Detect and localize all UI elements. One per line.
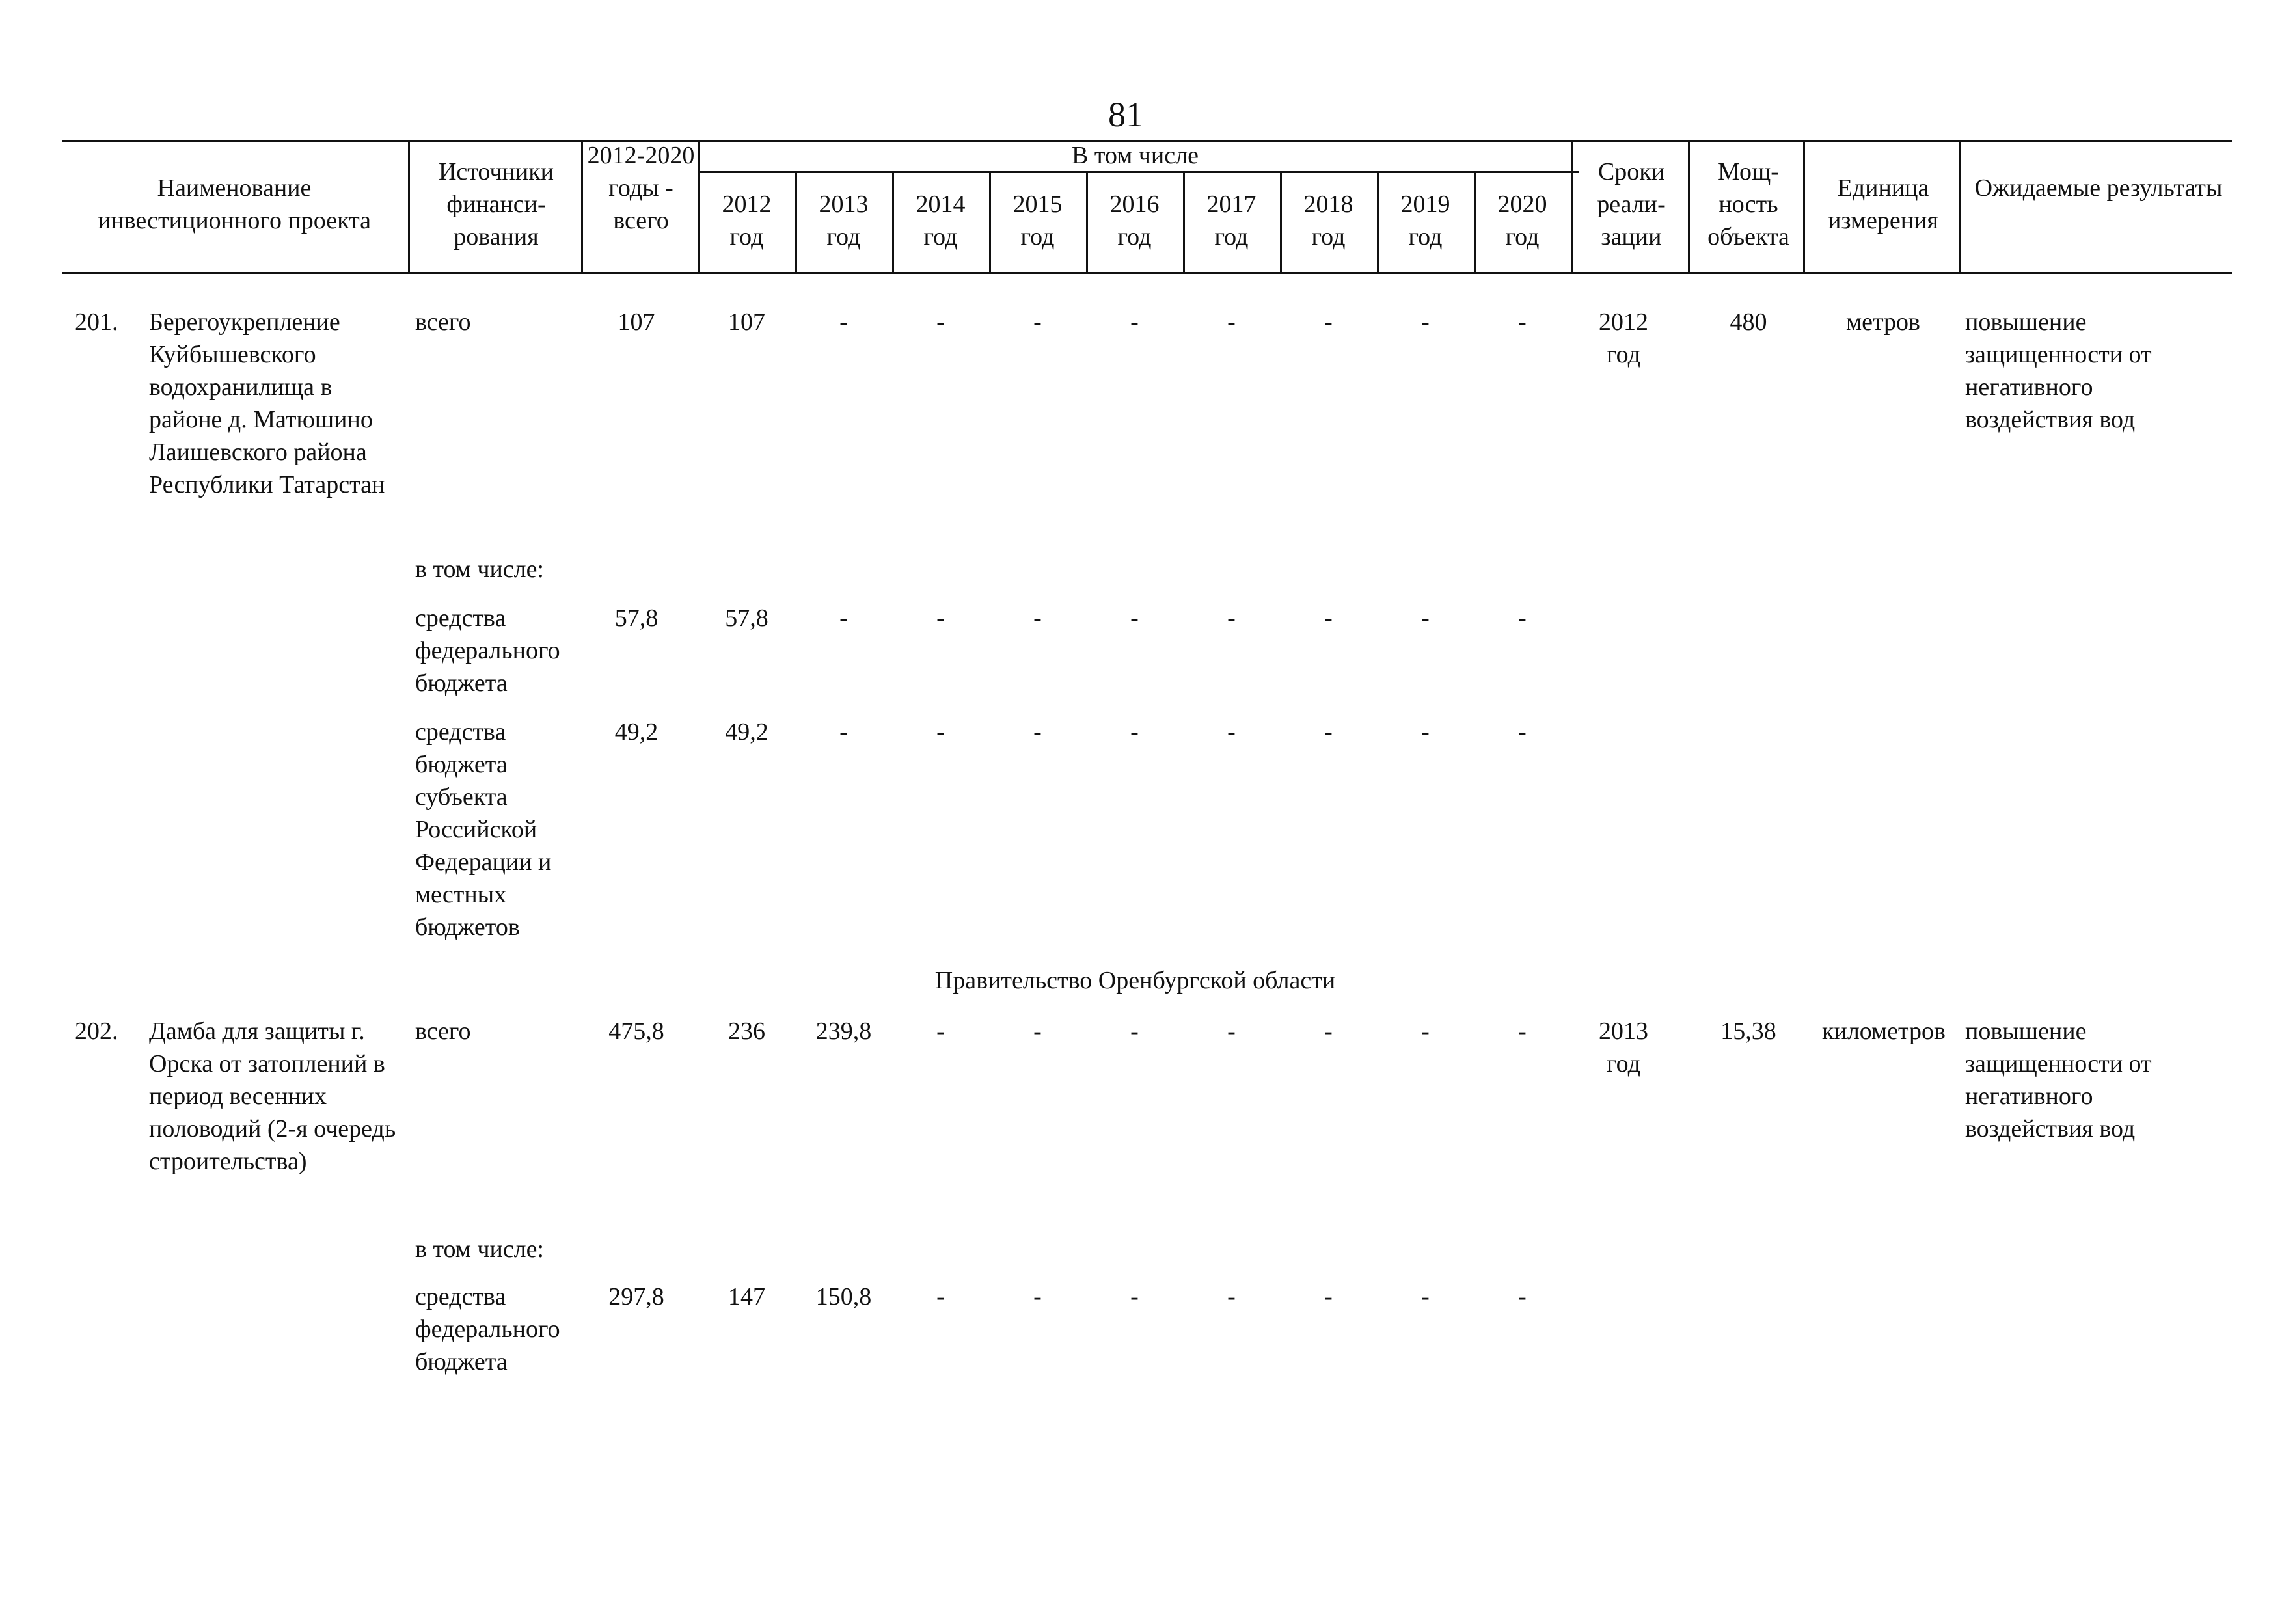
project-number: 201. — [75, 308, 118, 336]
year-value: - — [1518, 718, 1527, 746]
year-value: - — [1033, 1018, 1042, 1045]
year-value: - — [1518, 308, 1527, 336]
header-year: 2014 год — [916, 191, 966, 250]
year-value: - — [1033, 718, 1042, 746]
header-unit: Единица измерения — [1828, 174, 1938, 234]
page-number: 81 — [1108, 95, 1143, 134]
year-value: - — [1421, 308, 1430, 336]
financing-source: всего — [415, 1018, 471, 1045]
including-label: в том числе: — [415, 1236, 545, 1263]
year-value: - — [1227, 1283, 1236, 1310]
year-value: - — [936, 718, 945, 746]
header-divider — [1959, 140, 1961, 274]
header-divider — [989, 171, 991, 274]
year-value: 147 — [728, 1283, 765, 1310]
header-year: 2017 год — [1206, 191, 1256, 250]
financing-source: всего — [415, 308, 471, 336]
year-value: - — [1033, 604, 1042, 632]
header-divider — [1086, 171, 1088, 274]
year-value: - — [1421, 1018, 1430, 1045]
header-name: Наименование инвестиционного проекта — [97, 174, 372, 234]
year-value: - — [839, 308, 848, 336]
year-value: 236 — [728, 1018, 765, 1045]
unit-value: километров — [1822, 1018, 1946, 1045]
header-divider — [1377, 171, 1379, 274]
header-divider — [1688, 140, 1690, 274]
year-value: - — [1324, 604, 1333, 632]
header-including: В том числе — [1072, 142, 1199, 169]
year-value: - — [1421, 604, 1430, 632]
header-divider — [892, 171, 894, 274]
header-divider — [1474, 171, 1476, 274]
year-value: - — [1130, 604, 1139, 632]
project-name: Берегоукрепление Куйбышевского водохранилища в районе д. Матюшино Лаишевского района Республики Татарстан — [149, 308, 385, 498]
year-value: - — [1324, 308, 1333, 336]
year-value: - — [1421, 718, 1430, 746]
year-value: - — [1227, 308, 1236, 336]
financing-source: средства федерального бюджета — [415, 1283, 560, 1375]
year-value: - — [1518, 604, 1527, 632]
header-sources: Источники финанси-рования — [438, 158, 554, 250]
year-value: 57,8 — [725, 604, 768, 632]
header-divider — [795, 171, 797, 274]
year-value: - — [839, 604, 848, 632]
header-year: 2012 год — [722, 191, 772, 250]
header-divider — [1183, 171, 1185, 274]
header-year: 2016 год — [1109, 191, 1160, 250]
implementation-term: 2013 год — [1599, 1018, 1648, 1077]
year-value: - — [1324, 718, 1333, 746]
year-value: - — [1033, 1283, 1042, 1310]
year-value: - — [839, 718, 848, 746]
including-label: в том числе: — [415, 556, 545, 583]
financing-source: средства федерального бюджета — [415, 604, 560, 697]
year-value: - — [936, 604, 945, 632]
header-divider — [1803, 140, 1805, 274]
year-value: - — [1130, 1283, 1139, 1310]
year-value: - — [1227, 604, 1236, 632]
expected-result: повышение защищенности от негативного воздействия вод — [1965, 308, 2152, 433]
unit-value: метров — [1846, 308, 1920, 336]
year-value: - — [1518, 1018, 1527, 1045]
year-value: - — [1033, 308, 1042, 336]
year-value: 150,8 — [815, 1283, 872, 1310]
capacity-value: 15,38 — [1720, 1018, 1776, 1045]
year-value: - — [1227, 718, 1236, 746]
header-bottom-rule — [62, 272, 2232, 274]
capacity-value: 480 — [1730, 308, 1767, 336]
header-divider — [1280, 171, 1282, 274]
year-value: - — [936, 1018, 945, 1045]
header-divider — [581, 140, 583, 274]
total-value: 297,8 — [608, 1283, 664, 1310]
total-value: 57,8 — [614, 604, 659, 632]
year-value: 107 — [728, 308, 765, 336]
total-value: 49,2 — [614, 718, 659, 746]
header-year: 2015 год — [1012, 191, 1063, 250]
year-value: - — [1324, 1018, 1333, 1045]
total-value: 107 — [618, 308, 655, 336]
year-value: - — [1324, 1283, 1333, 1310]
year-value: 49,2 — [725, 718, 768, 746]
header-year: 2013 год — [819, 191, 869, 250]
year-value: - — [1130, 718, 1139, 746]
year-value: 239,8 — [815, 1018, 872, 1045]
section-heading: Правительство Оренбургской области — [934, 967, 1336, 994]
header-total: 2012-2020 годы - всего — [587, 142, 695, 234]
year-value: - — [1130, 308, 1139, 336]
year-value: - — [1421, 1283, 1430, 1310]
header-capacity: Мощ-ность объекта — [1707, 158, 1789, 250]
project-name: Дамба для защиты г. Орска от затоплений в период весенних половодий (2-я очередь строительства) — [149, 1018, 396, 1175]
project-number: 202. — [75, 1018, 118, 1045]
header-results: Ожидаемые результаты — [1974, 174, 2223, 202]
header-year: 2018 год — [1303, 191, 1353, 250]
year-value: - — [1130, 1018, 1139, 1045]
financing-source: средства бюджета субъекта Российской Федерации и местных бюджетов — [415, 718, 552, 941]
header-terms: Сроки реали-зации — [1597, 158, 1666, 250]
total-value: 475,8 — [608, 1018, 664, 1045]
year-value: - — [1227, 1018, 1236, 1045]
year-value: - — [936, 1283, 945, 1310]
implementation-term: 2012 год — [1599, 308, 1648, 368]
header-year: 2020 год — [1497, 191, 1547, 250]
expected-result: повышение защищенности от негативного воздействия вод — [1965, 1018, 2152, 1143]
header-year: 2019 год — [1400, 191, 1450, 250]
year-value: - — [936, 308, 945, 336]
header-divider — [408, 140, 410, 274]
year-value: - — [1518, 1283, 1527, 1310]
